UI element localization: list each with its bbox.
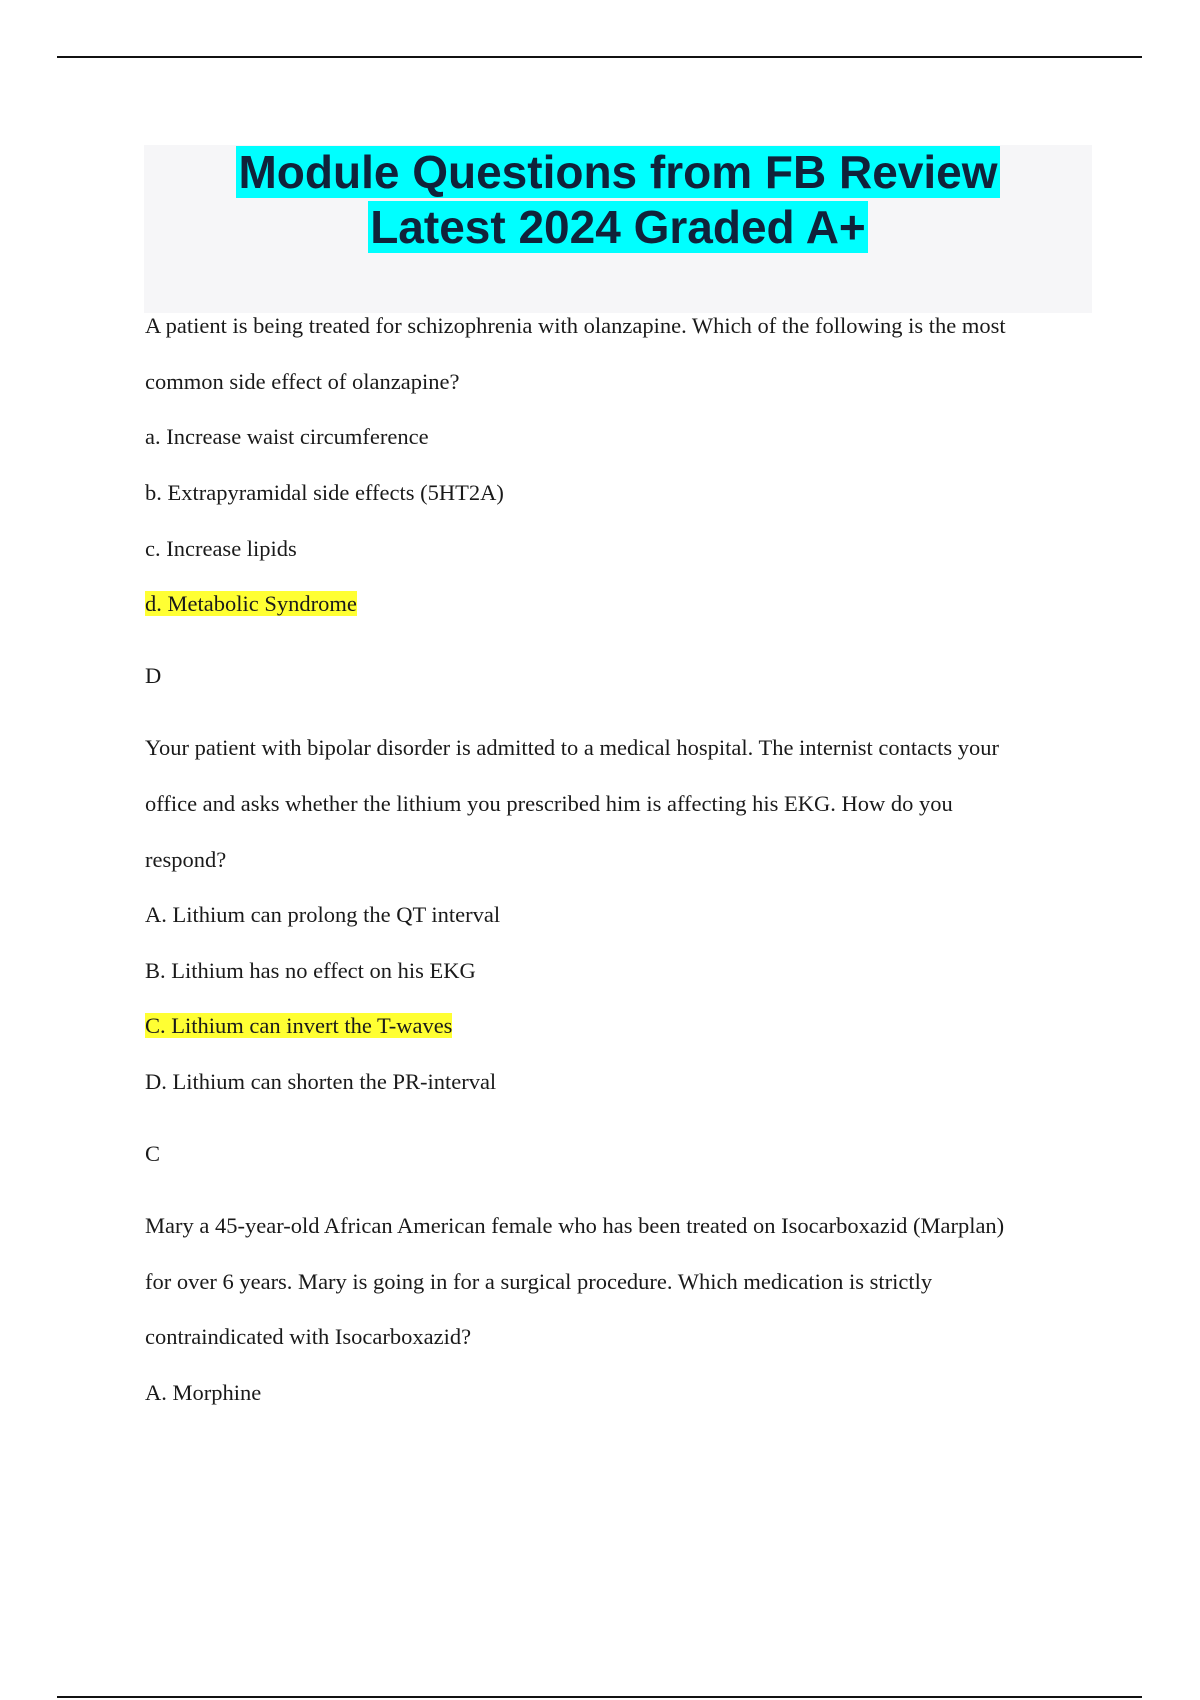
question-1-option-c: c. Increase lipids — [145, 536, 297, 561]
question-1-option-b: b. Extrapyramidal side effects (5HT2A) — [145, 480, 504, 505]
question-2-stem-line-3: respond? — [145, 847, 227, 872]
question-2-answer: C — [145, 1141, 161, 1166]
title-line-1: Module Questions from FB Review — [238, 146, 998, 198]
question-2-stem-line-2: office and asks whether the lithium you prescribed him is affecting his EKG. How do you — [145, 791, 953, 816]
question-3-option-a: A. Morphine — [145, 1380, 262, 1405]
title-line-2: Latest 2024 Graded A+ — [370, 201, 866, 253]
question-2-option-d: D. Lithium can shorten the PR-interval — [145, 1069, 497, 1094]
question-1-stem-line-1: A patient is being treated for schizophrenia with olanzapine. Which of the following is the most — [145, 313, 1006, 338]
title-banner — [144, 145, 1092, 313]
top-rule — [57, 56, 1142, 58]
question-1-answer: D — [145, 663, 162, 688]
question-3-stem-line-2: for over 6 years. Mary is going in for a surgical procedure. Which medication is strictly — [145, 1269, 933, 1294]
question-3-stem-line-3: contraindicated with Isocarboxazid? — [145, 1324, 472, 1349]
question-2-option-a: A. Lithium can prolong the QT interval — [145, 902, 501, 927]
question-2-option-c-highlighted: C. Lithium can invert the T-waves — [145, 1013, 453, 1038]
bottom-rule — [57, 1696, 1142, 1698]
question-1-option-a: a. Increase waist circumference — [145, 424, 429, 449]
question-1-option-d-highlighted: d. Metabolic Syndrome — [145, 591, 357, 616]
question-1-stem-line-2: common side effect of olanzapine? — [145, 369, 460, 394]
document-title — [236, 145, 999, 255]
question-3-stem-line-1: Mary a 45-year-old African American female who has been treated on Isocarboxazid (Marplan) — [145, 1213, 1005, 1238]
question-2-stem-line-1: Your patient with bipolar disorder is admitted to a medical hospital. The internist contacts your — [145, 735, 1000, 760]
question-2-option-b: B. Lithium has no effect on his EKG — [145, 958, 476, 983]
